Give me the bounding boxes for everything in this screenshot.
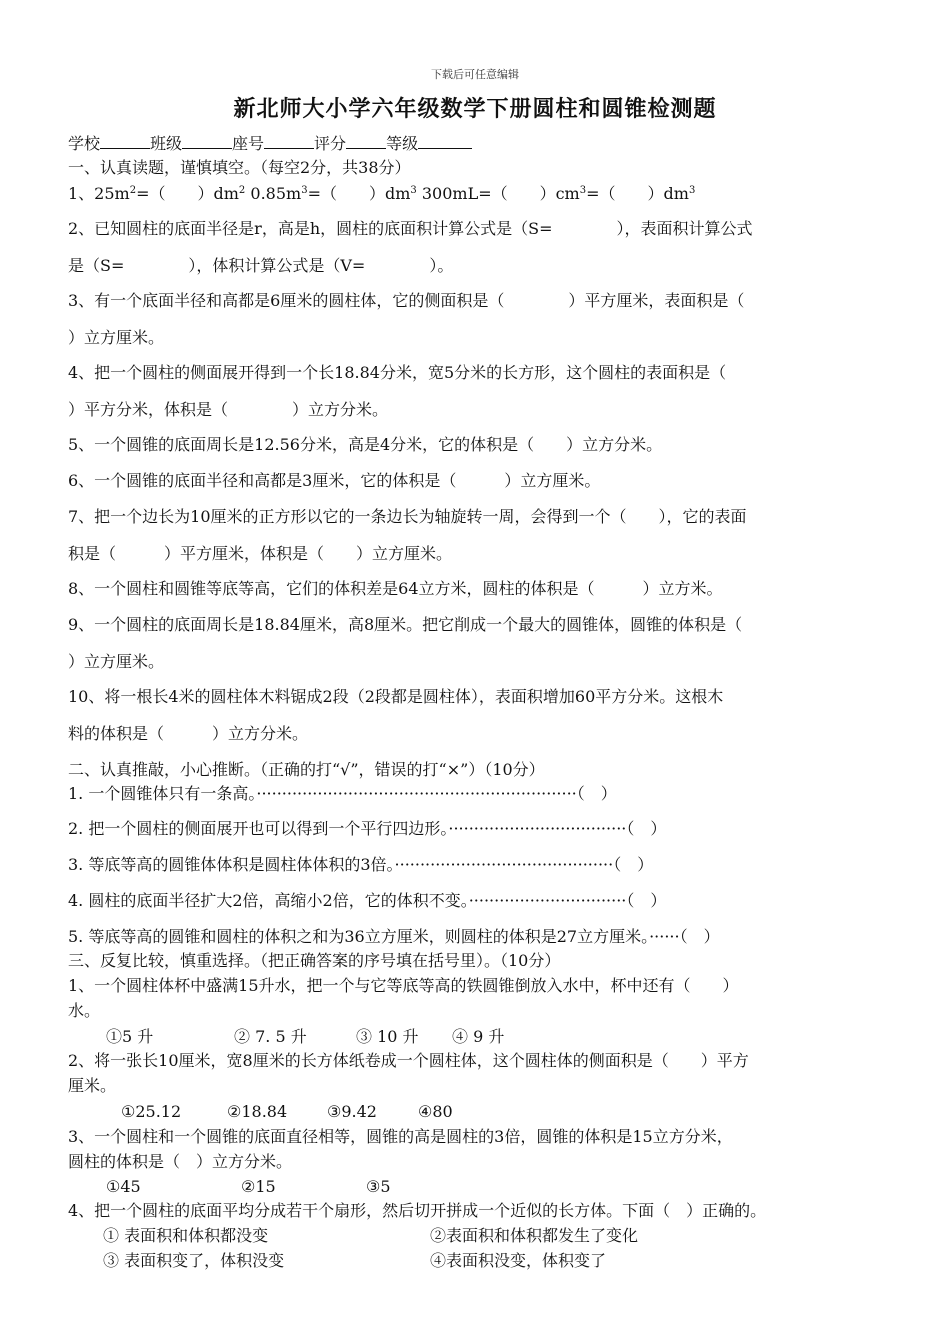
s2-item-5: 5. 等底等高的圆锥和圆柱的体积之和为36立方厘米，则圆柱的体积是27立方厘米。······（ ） <box>68 927 720 946</box>
q1-part-f: =（ ）dm <box>586 184 689 203</box>
class-label: 班级 <box>150 134 183 153</box>
s3-q2-option-3[interactable]: ③9.42 <box>327 1102 377 1121</box>
s1-question-4-line2: ）平方分米，体积是（ ）立方分米。 <box>68 400 389 419</box>
school-blank[interactable] <box>100 134 150 149</box>
s3-q1-option-3[interactable]: ③ 10 升 <box>356 1027 419 1046</box>
s3-question-3-line2: 圆柱的体积是（ ）立方分米。 <box>68 1152 293 1171</box>
s3-q1-option-1[interactable]: ①5 升 <box>106 1027 154 1046</box>
s3-question-2-line1: 2、将一张长10厘米，宽8厘米的长方体纸卷成一个圆柱体，这个圆柱体的侧面积是（ ）平方 <box>68 1051 749 1070</box>
s3-q4-option-1[interactable]: ① 表面积和体积都没变 <box>103 1226 269 1245</box>
s1-question-8: 8、一个圆柱和圆锥等底等高，它们的体积差是64立方米，圆柱的体积是（ ）立方米。 <box>68 579 723 598</box>
s1-question-2-line1: 2、已知圆柱的底面半径是r，高是h，圆柱的底面积计算公式是（S= ），表面积计算公式 <box>68 219 753 238</box>
q1-sup-e: 3 <box>579 185 587 196</box>
s1-question-9-line2: ）立方厘米。 <box>68 652 165 671</box>
s3-q3-option-3[interactable]: ③5 <box>366 1177 391 1196</box>
s1-question-4-line1: 4、把一个圆柱的侧面展开得到一个长18.84分米，宽5分米的长方形，这个圆柱的表面积是（ <box>68 363 727 382</box>
section1-heading: 一、认真读题，谨慎填空。（每空2分，共38分） <box>68 158 411 177</box>
score-label: 评分 <box>314 134 347 153</box>
seat-label: 座号 <box>232 134 265 153</box>
s1-question-3-line2: ）立方厘米。 <box>68 328 165 347</box>
s1-question-7-line2: 积是（ ）平方厘米，体积是（ ）立方厘米。 <box>68 544 453 563</box>
q1-sup-c: 3 <box>301 185 308 196</box>
q1-sup-a: 2 <box>129 185 137 196</box>
s1-question-9-line1: 9、一个圆柱的底面周长是18.84厘米，高8厘米。把它削成一个最大的圆锥体，圆锥的体积是（ <box>68 615 743 634</box>
s3-question-3-line1: 3、一个圆柱和一个圆锥的底面直径相等，圆锥的高是圆柱的3倍，圆锥的体积是15立方分米， <box>68 1127 733 1146</box>
s1-question-7-line1: 7、把一个边长为10厘米的正方形以它的一条边长为轴旋转一周，会得到一个（ ），它的表面 <box>68 507 747 526</box>
grade-blank[interactable] <box>418 134 472 149</box>
s3-q4-option-2[interactable]: ②表面积和体积都发生了变化 <box>430 1226 639 1245</box>
q1-part-a: 1、25m <box>68 184 130 203</box>
q1-sup-b: 2 <box>238 185 246 196</box>
score-blank[interactable] <box>346 134 386 149</box>
section2-heading: 二、认真推敲，小心推断。（正确的打“√”，错误的打“×”）（10分） <box>68 760 545 779</box>
s3-q2-option-4[interactable]: ④80 <box>418 1102 453 1121</box>
seat-blank[interactable] <box>264 134 314 149</box>
s3-q3-option-2[interactable]: ②15 <box>241 1177 276 1196</box>
q1-sup-f: 3 <box>688 185 696 196</box>
q1-part-b: =（ ）dm <box>136 184 239 203</box>
grade-label: 等级 <box>386 134 419 153</box>
s1-question-10-line2: 料的体积是（ ）立方分米。 <box>68 724 309 743</box>
s3-q2-option-1[interactable]: ①25.12 <box>121 1102 182 1121</box>
school-label: 学校 <box>68 134 101 153</box>
q1-part-c: 0.85m <box>245 184 302 203</box>
s3-q2-option-2[interactable]: ②18.84 <box>227 1102 288 1121</box>
q1-sup-d: 3 <box>410 185 417 196</box>
s1-question-5: 5、一个圆锥的底面周长是12.56分米，高是4分米，它的体积是（ ）立方分米。 <box>68 435 663 454</box>
s3-q1-option-2[interactable]: ② 7. 5 升 <box>234 1027 307 1046</box>
s1-question-6: 6、一个圆锥的底面半径和高都是3厘米，它的体积是（ ）立方厘米。 <box>68 471 601 490</box>
header-note: 下载后可任意编辑 <box>431 68 519 81</box>
page-title: 新北师大小学六年级数学下册圆柱和圆锥检测题 <box>233 96 717 122</box>
class-blank[interactable] <box>182 134 232 149</box>
student-info-row <box>68 134 888 154</box>
q1-part-e: 300mL=（ ）cm <box>416 184 580 203</box>
s2-item-4: 4. 圆柱的底面半径扩大2倍，高缩小2倍，它的体积不变。·······························（ ） <box>68 891 667 910</box>
s1-question-1 <box>68 184 888 204</box>
q1-part-d: =（ ）dm <box>307 184 411 203</box>
s3-q4-option-4[interactable]: ④表面积没变，体积变了 <box>430 1251 607 1270</box>
s1-question-10-line1: 10、将一根长4米的圆柱体木料锯成2段（2段都是圆柱体），表面积增加60平方分米。这根木 <box>68 687 724 706</box>
s2-item-1: 1. 一个圆锥体只有一条高。·······························································（ ） <box>68 784 617 803</box>
s3-q3-option-1[interactable]: ①45 <box>106 1177 141 1196</box>
s3-question-4-line1: 4、把一个圆柱的底面平均分成若干个扇形，然后切开拼成一个近似的长方体。下面（ ）正确的。 <box>68 1201 767 1220</box>
s1-question-2-line2: 是（S= ），体积计算公式是（V= ）。 <box>68 256 454 275</box>
s3-q4-option-3[interactable]: ③ 表面积变了，体积没变 <box>103 1251 285 1270</box>
s2-item-2: 2. 把一个圆柱的侧面展开也可以得到一个平行四边形。···································（ ） <box>68 819 667 838</box>
s3-question-1-line1: 1、一个圆柱体杯中盛满15升水，把一个与它等底等高的铁圆锥倒放入水中，杯中还有（ ） <box>68 976 739 995</box>
s3-q1-option-4[interactable]: ④ 9 升 <box>452 1027 505 1046</box>
s3-question-1-line2: 水。 <box>68 1001 101 1020</box>
s2-item-3: 3. 等底等高的圆锥体体积是圆柱体体积的3倍。···········································（ ） <box>68 855 654 874</box>
section3-heading: 三、反复比较，慎重选择。（把正确答案的序号填在括号里）。（10分） <box>68 951 561 970</box>
s1-question-3-line1: 3、有一个底面半径和高都是6厘米的圆柱体，它的侧面积是（ ）平方厘米，表面积是（ <box>68 291 745 310</box>
s3-question-2-line2: 厘米。 <box>68 1076 117 1095</box>
